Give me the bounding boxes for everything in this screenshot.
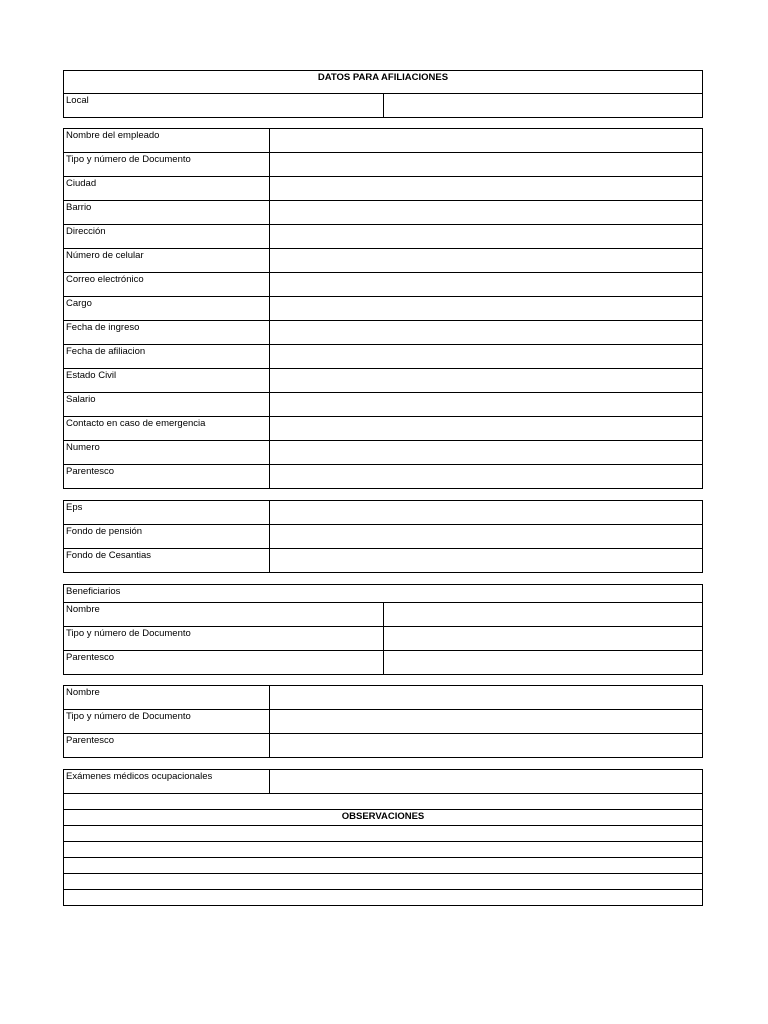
form-title: DATOS PARA AFILIACIONES: [64, 71, 703, 94]
pension-field[interactable]: [270, 525, 703, 549]
nombre-empleado-field[interactable]: [270, 129, 703, 153]
field-label: Eps: [64, 501, 270, 525]
documento-field[interactable]: [270, 153, 703, 177]
salario-field[interactable]: [270, 393, 703, 417]
header-table: [63, 70, 703, 118]
ciudad-field[interactable]: [270, 177, 703, 201]
fecha-afiliacion-field[interactable]: [270, 345, 703, 369]
observaciones-line[interactable]: [64, 874, 703, 890]
local-field[interactable]: [383, 94, 703, 118]
examenes-field[interactable]: [270, 770, 703, 794]
beneficiario-2-documento-field[interactable]: [270, 710, 703, 734]
field-label: Ciudad: [64, 177, 270, 201]
beneficiario-2-parentesco-field[interactable]: [270, 734, 703, 758]
field-label: Número de celular: [64, 249, 270, 273]
blank-row: [64, 794, 703, 810]
local-label: Local: [64, 94, 384, 118]
field-label: Tipo y número de Documento: [64, 153, 270, 177]
estado-civil-field[interactable]: [270, 369, 703, 393]
field-label: Parentesco: [64, 465, 270, 489]
direccion-field[interactable]: [270, 225, 703, 249]
beneficiarios-title: Beneficiarios: [64, 585, 703, 603]
field-label: Fondo de pensión: [64, 525, 270, 549]
field-label: Fecha de ingreso: [64, 321, 270, 345]
field-label: Fondo de Cesantias: [64, 549, 270, 573]
observaciones-table: [63, 769, 703, 906]
field-label: Parentesco: [64, 651, 384, 675]
cargo-field[interactable]: [270, 297, 703, 321]
field-label: Parentesco: [64, 734, 270, 758]
parentesco-field[interactable]: [270, 465, 703, 489]
fecha-ingreso-field[interactable]: [270, 321, 703, 345]
field-label: Estado Civil: [64, 369, 270, 393]
beneficiario-2-table: [63, 685, 703, 758]
barrio-field[interactable]: [270, 201, 703, 225]
contacto-emergencia-field[interactable]: [270, 417, 703, 441]
field-label: Nombre del empleado: [64, 129, 270, 153]
beneficiario-1-table: [63, 584, 703, 675]
observaciones-title: OBSERVACIONES: [64, 810, 703, 826]
correo-field[interactable]: [270, 273, 703, 297]
observaciones-line[interactable]: [64, 842, 703, 858]
beneficiario-1-parentesco-field[interactable]: [383, 651, 703, 675]
field-label: Nombre: [64, 686, 270, 710]
field-label: Correo electrónico: [64, 273, 270, 297]
numero-field[interactable]: [270, 441, 703, 465]
observaciones-line[interactable]: [64, 890, 703, 906]
field-label: Nombre: [64, 603, 384, 627]
cesantias-field[interactable]: [270, 549, 703, 573]
employee-table: [63, 128, 703, 489]
field-label: Tipo y número de Documento: [64, 710, 270, 734]
eps-field[interactable]: [270, 501, 703, 525]
field-label: Contacto en caso de emergencia: [64, 417, 270, 441]
celular-field[interactable]: [270, 249, 703, 273]
field-label: Exámenes médicos ocupacionales: [64, 770, 270, 794]
beneficiario-2-nombre-field[interactable]: [270, 686, 703, 710]
field-label: Fecha de afiliacion: [64, 345, 270, 369]
observaciones-line[interactable]: [64, 826, 703, 842]
field-label: Salario: [64, 393, 270, 417]
field-label: Barrio: [64, 201, 270, 225]
seguridad-table: [63, 500, 703, 573]
field-label: Numero: [64, 441, 270, 465]
beneficiario-1-nombre-field[interactable]: [383, 603, 703, 627]
field-label: Dirección: [64, 225, 270, 249]
field-label: Tipo y número de Documento: [64, 627, 384, 651]
observaciones-line[interactable]: [64, 858, 703, 874]
field-label: Cargo: [64, 297, 270, 321]
beneficiario-1-documento-field[interactable]: [383, 627, 703, 651]
